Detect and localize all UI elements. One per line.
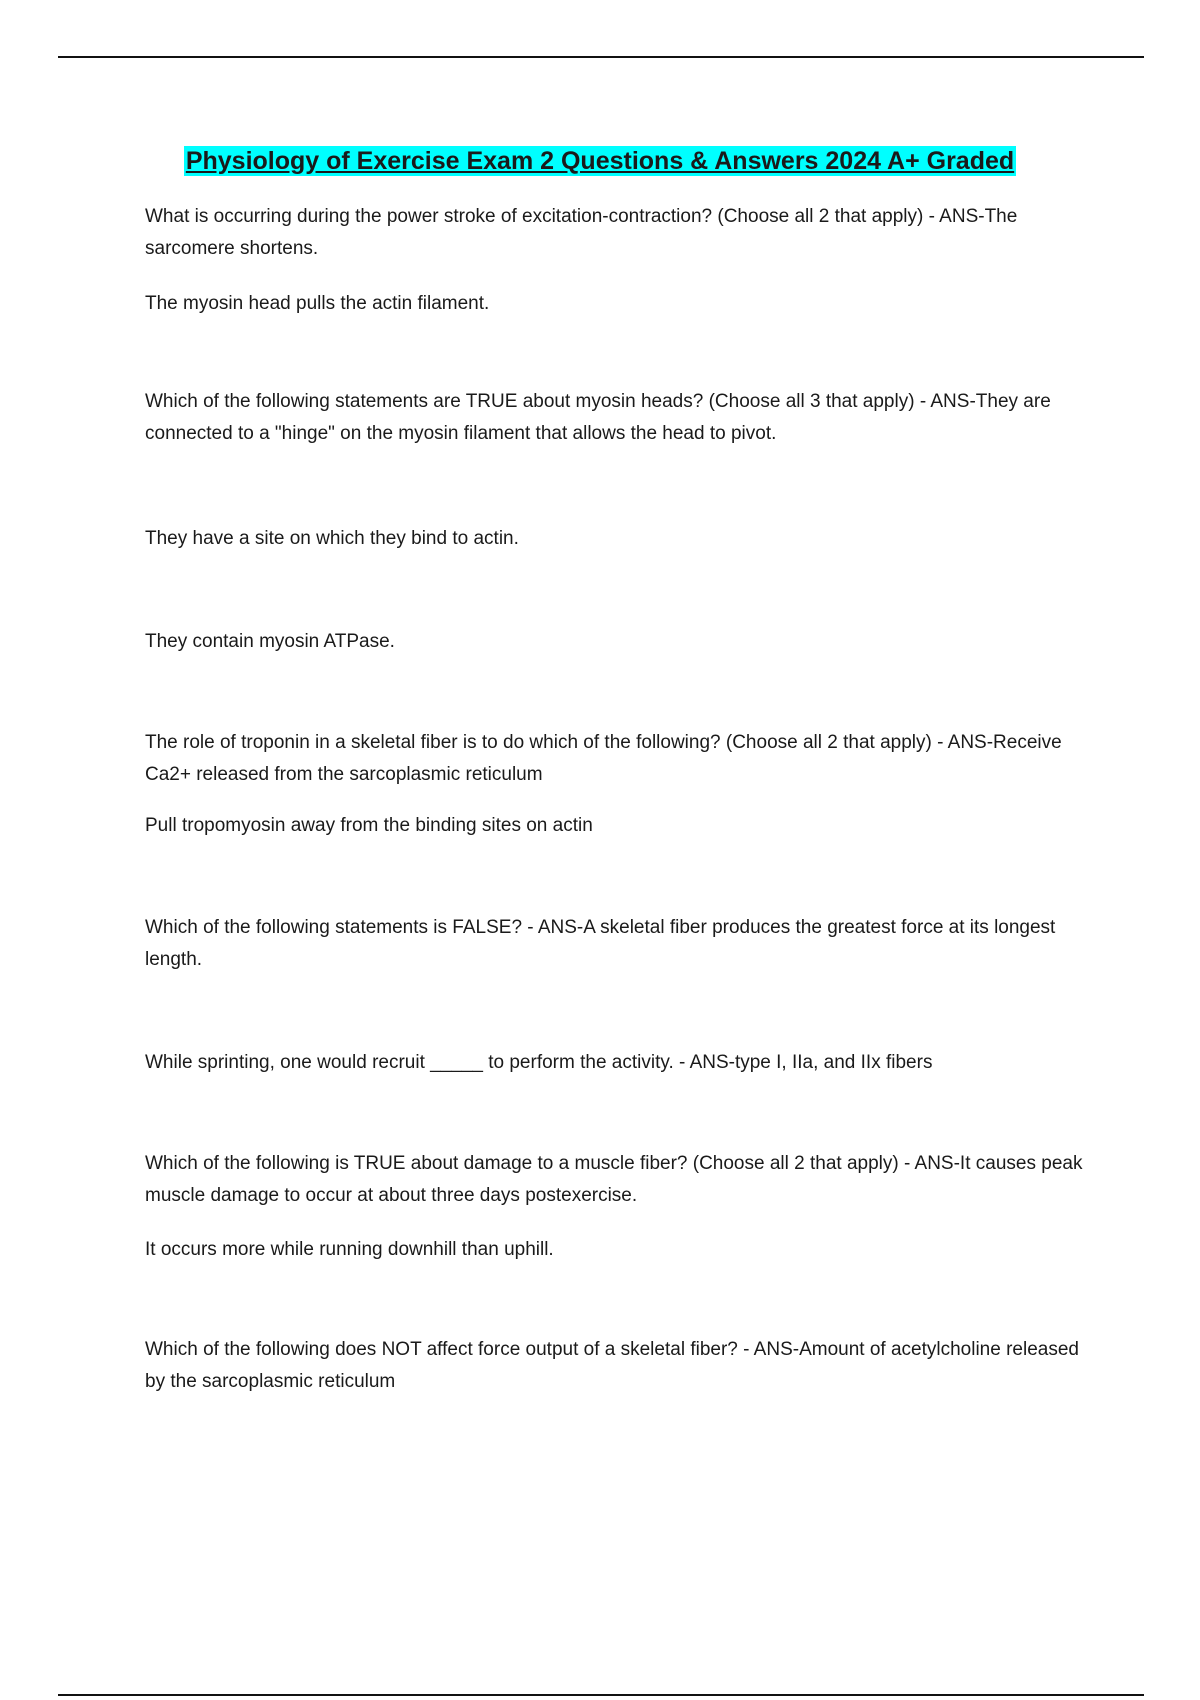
answer-line: Pull tropomyosin away from the binding sites on actin — [145, 815, 593, 836]
document-title: Physiology of Exercise Exam 2 Questions & Answers 2024 A+ Graded — [185, 147, 1015, 175]
question-muscle-damage: Which of the following is TRUE about damage to a muscle fiber? (Choose all 2 that apply) - ANS-It causes peak muscle damage to occur at about three days postexercise. — [145, 1153, 1083, 1206]
header-rule — [58, 56, 1144, 58]
footer-rule — [58, 1694, 1144, 1696]
answer-line: They have a site on which they bind to actin. — [145, 528, 519, 549]
question-troponin: The role of troponin in a skeletal fiber is to do which of the following? (Choose all 2 that apply) - ANS-Receive Ca2+ released from the sarcoplasmic reticulum — [145, 732, 1062, 785]
question-sprinting: While sprinting, one would recruit _____ to perform the activity. - ANS-type I, IIa, and IIx fibers — [145, 1052, 933, 1073]
question-power-stroke: What is occurring during the power stroke of excitation-contraction? (Choose all 2 that apply) - ANS-The sarcomere shortens. — [145, 206, 1018, 259]
question-myosin-heads: Which of the following statements are TRUE about myosin heads? (Choose all 3 that apply) - ANS-They are connected to a "hinge" on the myosin filament that allows the head to pivot. — [145, 391, 1051, 444]
question-force-output: Which of the following does NOT affect force output of a skeletal fiber? - ANS-Amount of acetylcholine released by the sarcoplasmic reticulum — [145, 1339, 1079, 1392]
answer-line: They contain myosin ATPase. — [145, 631, 395, 652]
answer-line: It occurs more while running downhill than uphill. — [145, 1239, 554, 1260]
title-container — [0, 146, 1200, 176]
question-false-statement: Which of the following statements is FALSE? - ANS-A skeletal fiber produces the greatest force at its longest length. — [145, 917, 1056, 970]
answer-line: The myosin head pulls the actin filament. — [145, 293, 490, 314]
